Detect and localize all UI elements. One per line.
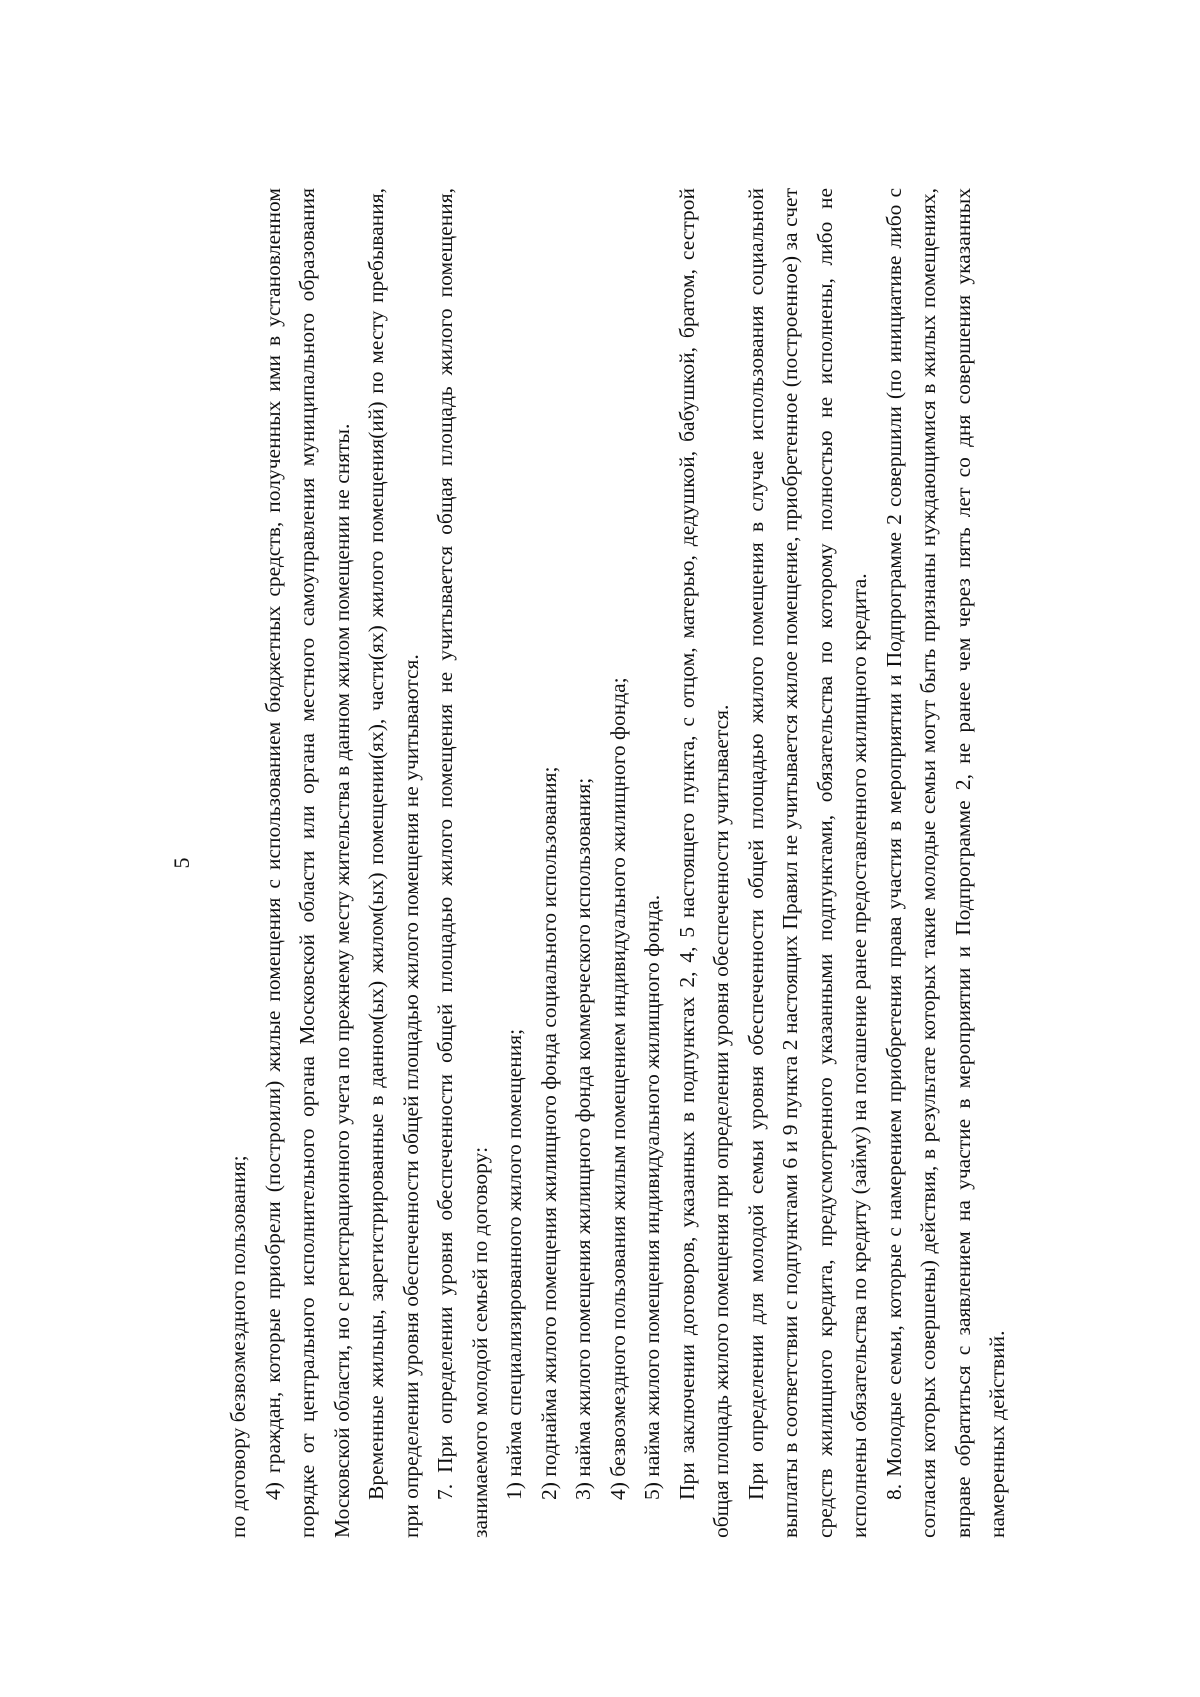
list-item: 3) найма жилого помещения жилищного фонда коммерческого использования; (571, 777, 595, 1500)
paragraph: 4) граждан, которые приобрели (построили) жилые помещения с использованием бюджетных средств, полученных ими в установленном порядке от центрального исполнительного органа Московской области или органа местного самоуправления муниципального образования Московской области, но с регистрационного учета по прежнему месту жительства в данном жилом помещении не сняты. (260, 188, 354, 1538)
list-item: 1) найма специализированного жилого помещения; (502, 1028, 526, 1500)
rotated-text-block (165, 58, 1200, 1638)
list-item: 2) поднайма жилого помещения жилищного фонда социального использования; (536, 766, 561, 1500)
paragraph: 7. При определении уровня обеспеченности общей площадью жилого помещения не учитывается общая площадь жилого помещения, занимаемого молодой семьей по договору: (433, 188, 492, 1538)
list-item: 4) безвозмездного пользования жилым помещением индивидуального жилищного фонда; (605, 677, 630, 1500)
paragraph: При заключении договоров, указанных в подпунктах 2, 4, 5 настоящего пункта, с отцом, матерью, дедушкой, бабушкой, братом, сестрой общая площадь жилого помещения при определении уровня обеспеченности учитывается. (674, 188, 733, 1538)
page-number: 5 (169, 857, 194, 869)
paragraph: При определении для молодой семьи уровня обеспеченности общей площадью жилого помещения в случае использования социальной выплаты в соответствии с подпунктами 6 и 9 пункта 2 настоящих Правил не учитывается жилое помещение, приобретенное (построенное) за счет средств жилищного кредита, предусмотренного указанными подпунктами, обязательства по которому полностью не исполнены, либо не исполнены обязательства по кредиту (займу) на погашение ранее предоставленного жилищного кредита. (743, 188, 871, 1538)
paragraph: Временные жильцы, зарегистрированные в данном(ых) жилом(ых) помещении(ях), части(ях) жилого помещения(ий) по месту пребывания, при определении уровня обеспеченности общей площадью жилого помещения не учитываются. (364, 188, 423, 1538)
document-body (221, 188, 1015, 1538)
paragraph: по договору безвозмездного пользования; (226, 1155, 250, 1538)
list-item: 5) найма жилого помещения индивидуального жилищного фонда. (640, 894, 664, 1500)
paragraph: 8. Молодые семьи, которые с намерением приобретения права участия в мероприятии и Подпрограмме 2 совершили (по инициативе либо с согласия которых совершены) действия, в результате которых такие молодые семьи могут быть признаны нуждающимися в жилых помещениях, вправе обратиться с заявлением на участие в мероприятии и Подпрограмме 2, не ранее чем через пять лет со дня совершения указанных намеренных действий. (881, 188, 1009, 1538)
